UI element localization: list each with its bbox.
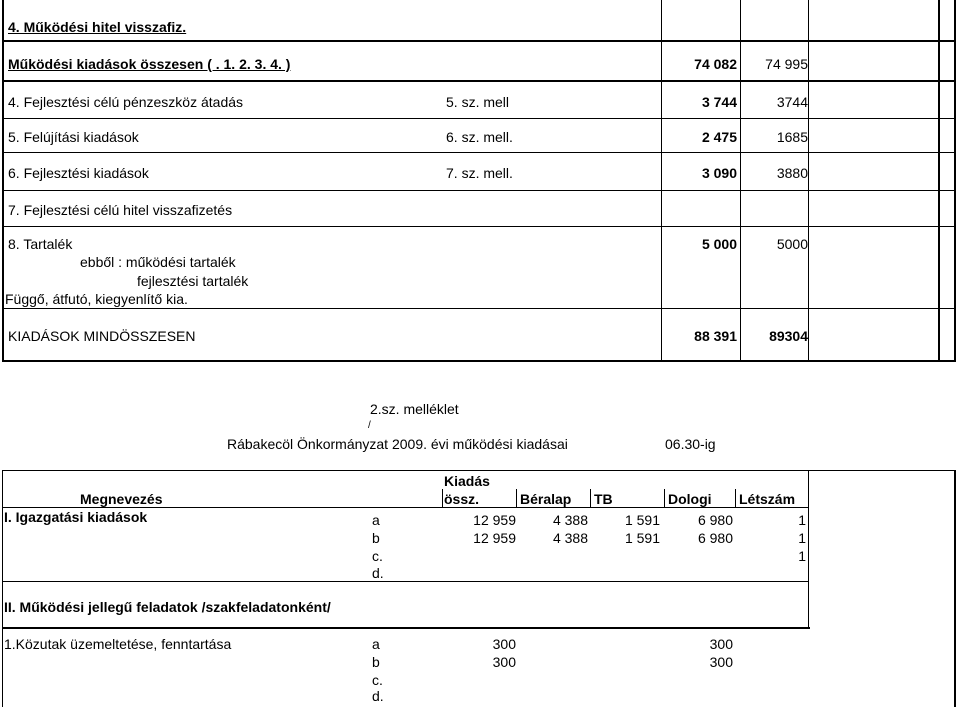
row-dologi: 300 — [709, 636, 733, 652]
top-row-3-v1: 3 744 — [701, 94, 737, 110]
top-row-7-v1: 5 000 — [701, 236, 737, 252]
slash-mark: / — [368, 420, 371, 431]
col-header-kiadas-top: Kiadás — [444, 473, 490, 489]
top-row-4-v1: 2 475 — [701, 129, 737, 145]
row-dologi: 300 — [709, 654, 733, 670]
top-row-3-v2: 3744 — [776, 94, 808, 110]
row-dologi: 6 980 — [697, 512, 733, 528]
item-1-title: 1.Közutak üzemeltetése, fenntartása — [4, 636, 232, 652]
row-tb: 1 591 — [624, 512, 660, 528]
top-row-5-v2: 3880 — [776, 165, 808, 181]
top-row-4-ref: 6. sz. mell. — [446, 129, 513, 145]
row-letszam: 1 — [798, 530, 806, 546]
top-row-4-v2: 1685 — [776, 129, 808, 145]
row-code: c. — [372, 672, 383, 688]
col-header-tb: TB — [594, 491, 613, 507]
row-code: b — [372, 654, 380, 670]
top-row-6-label: 7. Fejlesztési célú hitel visszafizetés — [8, 202, 233, 218]
row-code: c. — [372, 548, 383, 564]
top-row-9-label: fejlesztési tartalék — [137, 273, 249, 289]
section-1-title: I. Igazgatási kiadások — [4, 509, 148, 525]
top-row-3-label: 4. Fejlesztési célú pénzeszköz átadás — [8, 94, 244, 110]
row-code: a — [372, 636, 380, 652]
row-code: d. — [372, 688, 384, 704]
col-header-kiadas-bottom: össz. — [444, 491, 480, 507]
section-2-title: II. Működési jellegű feladatok /szakfeladatonként/ — [4, 599, 331, 615]
top-row-4-label: 5. Felújítási kiadások — [8, 129, 139, 145]
page-title: Rábakecöl Önkormányzat 2009. évi működési kiadásai — [227, 436, 568, 452]
col-header-dologi: Dologi — [668, 491, 712, 507]
annex-label: 2.sz. melléklet — [370, 401, 459, 417]
row-beralap: 4 388 — [552, 512, 588, 528]
row-code: a — [372, 512, 380, 528]
top-row-8-label: ebből : működési tartalék — [80, 254, 236, 270]
row-ossz: 300 — [492, 636, 516, 652]
row-ossz: 12 959 — [473, 512, 516, 528]
top-row-2-v1: 74 082 — [694, 56, 737, 72]
row-letszam: 1 — [798, 548, 806, 564]
top-row-10-label: Függő, átfutó, kiegyenlítő kia. — [5, 291, 188, 307]
col-header-letszam: Létszám — [739, 491, 796, 507]
row-code: b — [372, 530, 380, 546]
row-tb: 1 591 — [624, 530, 660, 546]
top-row-1-label: 4. Működési hitel visszafiz. — [8, 19, 187, 35]
row-dologi: 6 980 — [697, 530, 733, 546]
row-code: d. — [372, 565, 384, 581]
top-row-11-label: KIADÁSOK MINDÖSSZESEN — [8, 328, 196, 344]
top-row-5-label: 6. Fejlesztési kiadások — [8, 165, 149, 181]
top-row-3-ref: 5. sz. mell — [446, 94, 510, 110]
row-beralap: 4 388 — [552, 530, 588, 546]
top-row-7-v2: 5000 — [776, 236, 808, 252]
row-letszam: 1 — [798, 512, 806, 528]
col-header-name: Megnevezés — [80, 491, 163, 507]
top-row-11-v1: 88 391 — [694, 328, 737, 344]
col-header-beralap: Béralap — [520, 491, 572, 507]
date-label: 06.30-ig — [665, 436, 716, 452]
top-row-2-label: Működési kiadások összesen ( . 1. 2. 3. 4. ) — [8, 56, 291, 72]
row-ossz: 12 959 — [473, 530, 516, 546]
top-row-2-v2: 74 995 — [765, 56, 808, 72]
row-ossz: 300 — [492, 654, 516, 670]
top-row-5-v1: 3 090 — [701, 165, 737, 181]
top-row-7-label: 8. Tartalék — [8, 236, 73, 252]
top-row-11-v2: 89304 — [769, 328, 808, 344]
top-row-5-ref: 7. sz. mell. — [446, 165, 513, 181]
